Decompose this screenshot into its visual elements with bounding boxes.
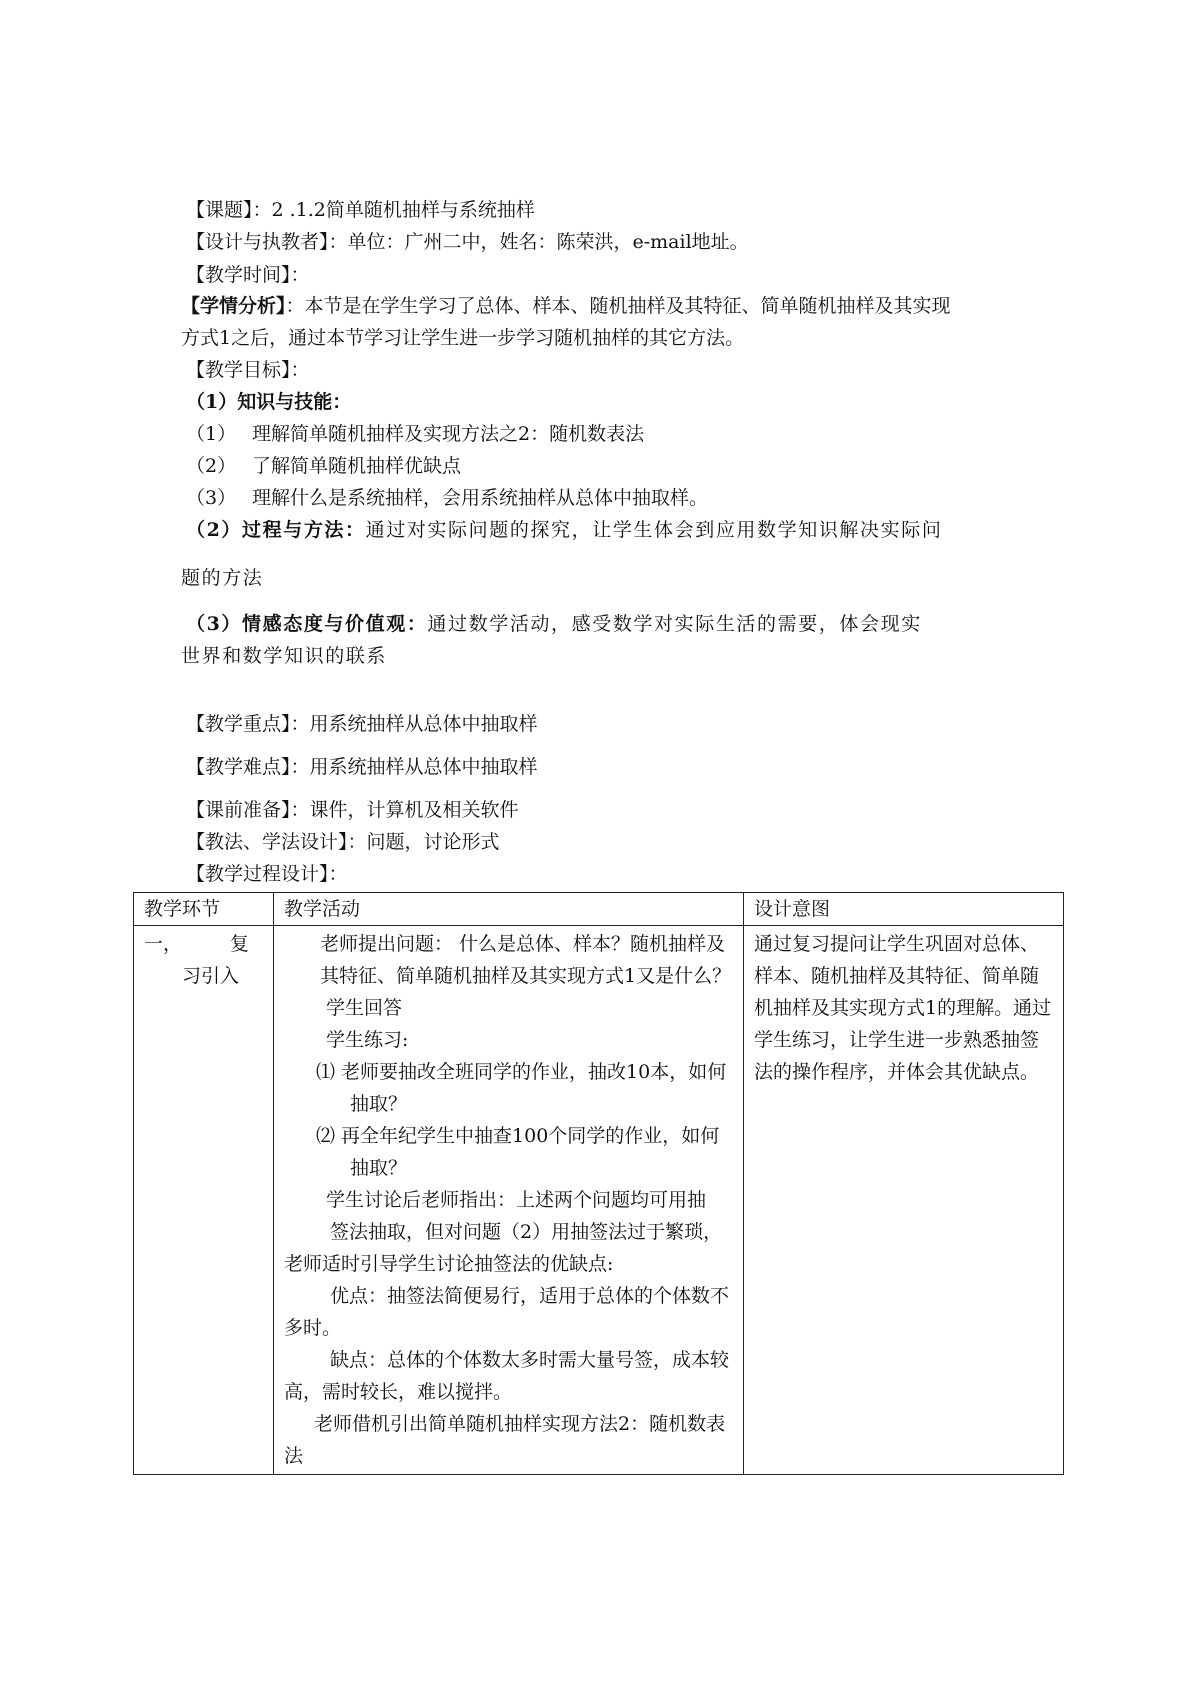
goal1-item-text: 了解简单随机抽样优缺点 bbox=[252, 455, 462, 477]
activity-paragraph: 学生回答 bbox=[326, 997, 403, 1019]
goal3-text-1: 通过数学活动，感受数学对实际生活的需要，体会现实 bbox=[427, 613, 922, 635]
goal1-item-num: （1） bbox=[186, 423, 237, 445]
design-cell bbox=[744, 926, 1064, 1475]
key-point-line: 【教学重点】：用系统抽样从总体中抽取样 bbox=[186, 713, 538, 735]
goal3-line-1 bbox=[186, 612, 922, 636]
goal1-heading: （1）知识与技能： bbox=[186, 391, 352, 413]
goals-heading: 【教学目标】： bbox=[186, 359, 310, 381]
analysis-line-2: 方式1之后，通过本节学习让学生进一步学习随机抽样的其它方法。 bbox=[181, 327, 745, 349]
header-cell-design: 设计意图 bbox=[744, 893, 1064, 926]
goal3-label: （3）情感态度与价值观： bbox=[186, 613, 428, 635]
header-cell-activity: 教学活动 bbox=[274, 893, 744, 926]
goal1-item bbox=[186, 422, 644, 446]
activity-paragraph: 老师提出问题： 什么是总体、样本？随机抽样及其特征、简单随机抽样及其实现方式1又是什么？ bbox=[320, 933, 732, 987]
goal1-item-num: （2） bbox=[186, 455, 237, 477]
stage-number: 一， bbox=[144, 933, 183, 955]
topic-line: 【课题】：2 .1.2简单随机抽样与系统抽样 bbox=[186, 199, 535, 221]
goal2-text-1: 通过对实际问题的探究，让学生体会到应用数学知识解决实际问 bbox=[365, 519, 943, 541]
table-header-row bbox=[134, 893, 1064, 926]
activity-paragraph: 优点：抽签法简便易行，适用于总体的个体数不多时。 bbox=[284, 1285, 730, 1339]
activity-paragraph: 学生讨论后老师指出：上述两个问题均可用抽 bbox=[326, 1189, 707, 1211]
designer-line: 【设计与执教者】：单位：广州二中，姓名：陈荣洪，e-mail地址。 bbox=[186, 231, 749, 253]
process-heading: 【教学过程设计】： bbox=[186, 863, 348, 885]
stage-line-1 bbox=[144, 928, 263, 960]
activity-paragraph: 学生练习: bbox=[326, 1029, 409, 1051]
goal1-item-num: （3） bbox=[186, 487, 237, 509]
goal1-item bbox=[186, 486, 708, 510]
activity-cell bbox=[274, 926, 744, 1475]
activity-paragraph: ⑵ 再全年纪学生中抽查100个同学的作业，如何抽取？ bbox=[316, 1125, 720, 1179]
goal1-item bbox=[186, 454, 461, 478]
stage-text-a: 复 bbox=[229, 933, 249, 955]
design-intent-text: 通过复习提问让学生巩固对总体、样本、随机抽样及其特征、简单随机抽样及其实现方式1的理解。通过学生练习，让学生进一步熟悉抽签法的操作程序，并体会其优缺点。 bbox=[754, 933, 1052, 1083]
teaching-time-line: 【教学时间】： bbox=[186, 264, 310, 286]
activity-paragraph: 老师借机引出简单随机抽样实现方法2：随机数表法 bbox=[284, 1413, 726, 1467]
goal2-label: （2）过程与方法： bbox=[186, 519, 366, 541]
stage-line-2: 习引入 bbox=[182, 965, 240, 987]
stage-cell bbox=[134, 926, 274, 1475]
activity-paragraph: 缺点：总体的个体数太多时需大量号签，成本较高，需时较长，难以搅拌。 bbox=[284, 1349, 730, 1403]
header-cell-stage: 教学环节 bbox=[134, 893, 274, 926]
goal2-line-1 bbox=[186, 518, 942, 542]
table-row bbox=[134, 926, 1064, 1475]
method-line: 【教法、学法设计】：问题，讨论形式 bbox=[186, 831, 500, 853]
goal1-item-text: 理解简单随机抽样及实现方法之2：随机数表法 bbox=[252, 423, 645, 445]
analysis-line-1 bbox=[181, 294, 951, 318]
activity-paragraph: ⑴ 老师要抽改全班同学的作业，抽改10本，如何抽取？ bbox=[316, 1061, 727, 1115]
goal1-item-text: 理解什么是系统抽样，会用系统抽样从总体中抽取样。 bbox=[252, 487, 709, 509]
activity-paragraph: 签法抽取，但对问题（2）用抽签法过于繁琐，老师适时引导学生讨论抽签法的优缺点: bbox=[284, 1221, 723, 1275]
goal2-line-2: 题的方法 bbox=[181, 567, 264, 589]
preparation-line: 【课前准备】：课件，计算机及相关软件 bbox=[186, 799, 519, 821]
lesson-table bbox=[133, 892, 1064, 1475]
analysis-label: 【学情分析】 bbox=[181, 295, 286, 317]
analysis-text-1: ：本节是在学生学习了总体、样本、随机抽样及其特征、简单随机抽样及其实现 bbox=[285, 295, 951, 317]
goal3-line-2: 世界和数学知识的联系 bbox=[181, 645, 388, 667]
difficulty-line: 【教学难点】：用系统抽样从总体中抽取样 bbox=[186, 756, 538, 778]
